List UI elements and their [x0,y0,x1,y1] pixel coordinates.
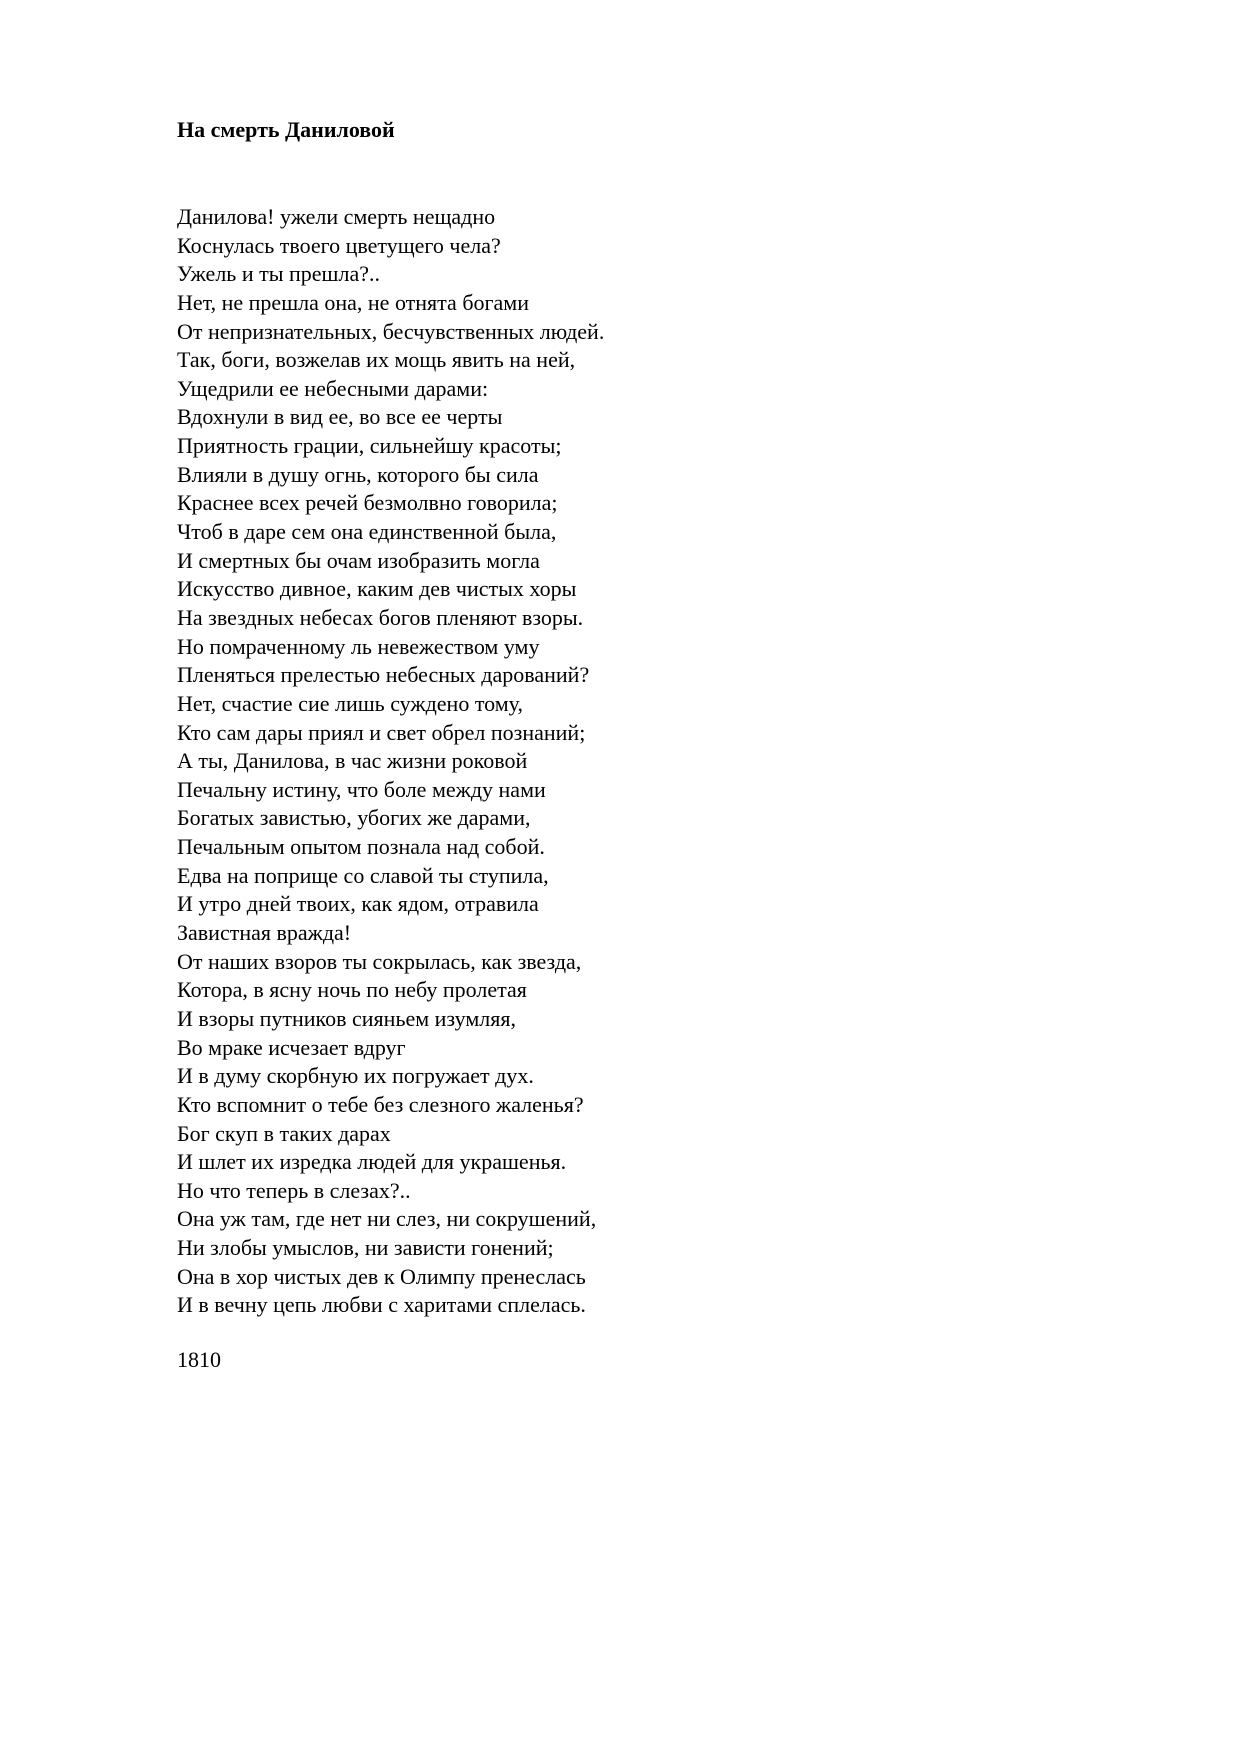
poem-line: Завистная вражда! [177,920,352,946]
poem-line: И взоры путников сияньем изумляя, [177,1005,517,1031]
poem-line: Но помраченному ль невежеством уму [177,633,540,659]
poem-line: Чтоб в даре сем она единственной была, [177,519,557,545]
poem-line: Нет, не прешла она, не отнята богами [177,289,529,315]
poem-line: Бог скуп в таких дарах [177,1120,391,1146]
poem-line: Во мраке исчезает вдруг [177,1034,406,1060]
poem-line: Но что теперь в слезах?.. [177,1177,411,1203]
poem-title: На смерть Даниловой [177,117,395,142]
poem-line: Печальным опытом познала над собой. [177,834,545,860]
poem-line: Котора, в ясну ночь по небу пролетая [177,977,527,1003]
poem-line: И утро дней твоих, как ядом, отравила [177,891,539,917]
poem-line: Вдохнули в вид ее, во все ее черты [177,404,503,430]
poem-line: Богатых завистью, убогих же дарами, [177,805,531,831]
poem-line: На звездных небесах богов пленяют взоры. [177,604,584,630]
poem-line: Приятность грации, сильнейшу красоты; [177,433,562,459]
poem-line: Влияли в душу огнь, которого бы сила [177,461,539,487]
poem-line: Едва на поприще со славой ты ступила, [177,862,549,888]
poem-line: И смертных бы очам изобразить могла [177,547,540,573]
poem-line: И в думу скорбную их погружает дух. [177,1063,534,1089]
poem-line: Ужель и ты прешла?.. [177,261,380,287]
poem-line: Ущедрили ее небесными дарами: [177,375,489,401]
poem-line: И в вечну цепь любви с харитами сплелась. [177,1292,586,1318]
poem-line: От непризнательных, бесчувственных людей. [177,318,605,344]
poem-line: Пленяться прелестью небесных дарований? [177,662,590,688]
poem-line: От наших взоров ты сокрылась, как звезда, [177,948,582,974]
poem-line: Так, боги, возжелав их мощь явить на ней, [177,347,576,373]
poem-line: А ты, Данилова, в час жизни роковой [177,748,528,774]
poem-line: Кто вспомнит о тебе без слезного жаленья? [177,1091,584,1117]
poem-line: Коснулась твоего цветущего чела? [177,232,501,258]
poem-line: Печальну истину, что боле между нами [177,776,546,802]
poem-line: Нет, счастие сие лишь суждено тому, [177,690,523,716]
poem-year: 1810 [177,1347,221,1372]
poem-line: Краснее всех речей безмолвно говорила; [177,490,558,516]
poem-line: Ни злобы умыслов, ни зависти гонений; [177,1235,554,1261]
poem-line: Искусство дивное, каким дев чистых хоры [177,576,577,602]
poem-body [177,203,604,1320]
poem-line: Данилова! ужели смерть нещадно [177,204,496,229]
poem-line: Она в хор чистых дев к Олимпу пренеслась [177,1263,586,1289]
poem-line: Кто сам дары приял и свет обрел познаний; [177,719,586,745]
poem-line: И шлет их изредка людей для украшенья. [177,1149,567,1175]
poem-line: Она уж там, где нет ни слез, ни сокрушений, [177,1206,597,1232]
